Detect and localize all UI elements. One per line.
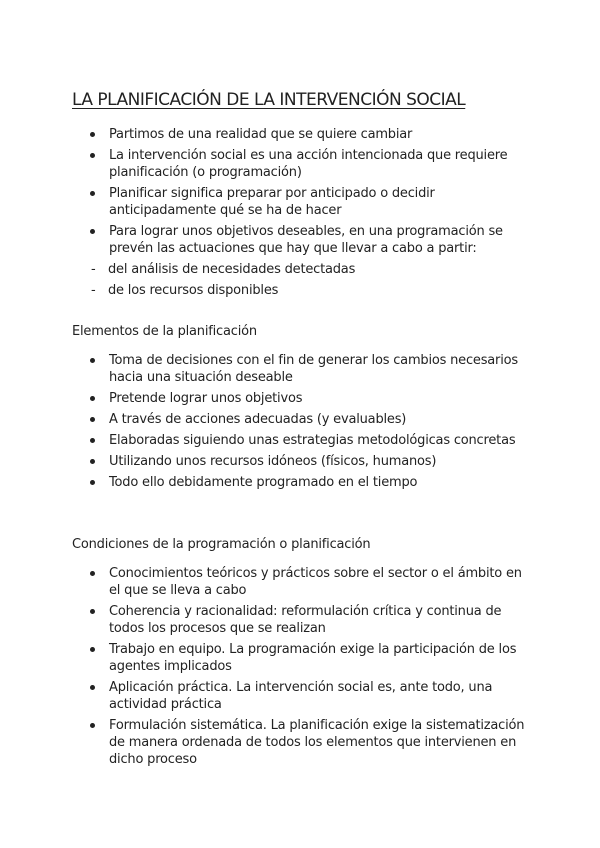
- sublist-item: - del análisis de necesidades detectadas: [72, 261, 532, 278]
- list-item: Conocimientos teóricos y prácticos sobre el sector o el ámbito en el que se lleva a cabo: [72, 565, 532, 599]
- condiciones-section: [72, 565, 532, 772]
- condiciones-heading: Condiciones de la programación o planificación: [72, 537, 371, 552]
- list-item: Coherencia y racionalidad: reformulación crítica y continua de todos los procesos que se realizan: [72, 603, 532, 637]
- list-item: Para lograr unos objetivos deseables, en una programación se prevén las actuaciones que hay que llevar a cabo a partir:: [72, 223, 532, 257]
- sublist-item: - de los recursos disponibles: [72, 282, 532, 299]
- list-item: Formulación sistemática. La planificación exige la sistematización de manera ordenada de todos los elementos que intervienen en dicho proceso: [72, 717, 532, 768]
- intro-sublist: [72, 261, 532, 299]
- condiciones-list: [72, 565, 532, 768]
- intro-section: [72, 126, 532, 303]
- list-item: Elaboradas siguiendo unas estrategias metodológicas concretas: [72, 432, 532, 449]
- list-item: Pretende lograr unos objetivos: [72, 390, 532, 407]
- list-item: La intervención social es una acción intencionada que requiere planificación (o programación): [72, 147, 532, 181]
- elementos-heading: Elementos de la planificación: [72, 324, 257, 339]
- list-item: Partimos de una realidad que se quiere cambiar: [72, 126, 532, 143]
- elementos-list: [72, 352, 532, 491]
- page-title: LA PLANIFICACIÓN DE LA INTERVENCIÓN SOCIAL: [72, 90, 466, 110]
- list-item: Todo ello debidamente programado en el tiempo: [72, 474, 532, 491]
- list-item: Utilizando unos recursos idóneos (físicos, humanos): [72, 453, 532, 470]
- list-item: Aplicación práctica. La intervención social es, ante todo, una actividad práctica: [72, 679, 532, 713]
- list-item: Trabajo en equipo. La programación exige la participación de los agentes implicados: [72, 641, 532, 675]
- list-item: Toma de decisiones con el fin de generar los cambios necesarios hacia una situación deseable: [72, 352, 532, 386]
- intro-list: [72, 126, 532, 257]
- list-item: Planificar significa preparar por anticipado o decidir anticipadamente qué se ha de hacer: [72, 185, 532, 219]
- list-item: A través de acciones adecuadas (y evaluables): [72, 411, 532, 428]
- elementos-section: [72, 352, 532, 495]
